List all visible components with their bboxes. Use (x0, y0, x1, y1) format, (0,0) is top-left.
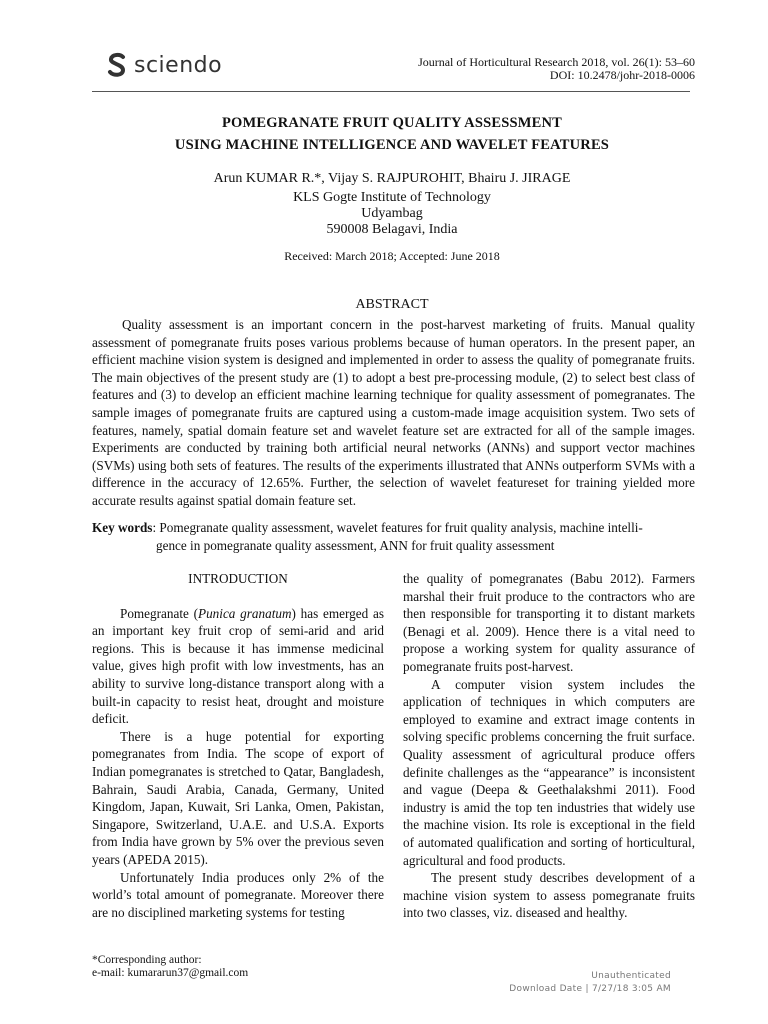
keywords-line-2: gence in pomegranate quality assessment, ANN for fruit quality assessment (156, 538, 555, 553)
intro-paragraph-5: A computer vision system includes the application of techniques in which computers are employed to examine and extract image contents in solving specific problems concerning the fruit surface. Quality assessment of agricultural produce offers definite challenges as the “appearance” is inconsistent and vague (Deepa & Geethalakshmi 2011). Food industry is amid the top ten industries that widely use the machine vision. Its role is exceptional in the field of automated qualification and sorting of horticultural, agricultural and food products. (403, 676, 695, 868)
affiliation-locality: Udyambag (361, 206, 423, 221)
abstract-heading: ABSTRACT (355, 297, 429, 312)
abstract-text: Quality assessment is an important concern in the post-harvest marketing of fruits. Manual quality assessment of pomegranate fruits poses various problems because of human operators. In the present paper, an efficient machine vision system is designed and implemented in order to assess the quality of pomegranate fruits. The main objectives of the present study are (1) to adopt a best pre-processing module, (2) to select best class of features and (3) to develop an efficient machine learning technique for quality assessment of pomegranates. The sample images of pomegranate fruits are captured using a custom-made image acquisition system. Two sets of features, namely, spatial domain feature set and wavelet feature set are extracted for all of the sample images. Experiments are conducted by training both artificial neural networks (ANNs) and support vector machines (SVMs) using both sets of features. The results of the experiments illustrated that ANNs outperform SVMs with a difference in the accuracy of 12.65%. Further, the selection of wavelet featureset for training yielded more accurate results against spatial domain feature set. (92, 317, 695, 508)
corresponding-author-footnote (92, 954, 248, 980)
received-dates: Received: March 2018; Accepted: June 2018 (284, 249, 500, 263)
affiliation-city: 590008 Belagavi, India (326, 222, 458, 237)
auth-status: Unauthenticated (591, 971, 671, 981)
affiliation-institute: KLS Gogte Institute of Technology (293, 190, 491, 205)
publisher-logo (106, 52, 222, 78)
author-email: e-mail: kumararun37@gmail.com (92, 967, 249, 979)
species-name: Punica granatum (198, 605, 292, 621)
header-rule (92, 91, 690, 92)
keywords (92, 519, 695, 555)
intro-paragraph-3: Unfortunately India produces only 2% of the world’s total amount of pomegranate. Moreover there are no disciplined marketing systems for testing (92, 869, 384, 920)
paper-title (92, 112, 692, 156)
journal-citation: Journal of Horticultural Research 2018, vol. 26(1): 53–60 (418, 55, 695, 69)
intro-paragraph-4: the quality of pomegranates (Babu 2012). Farmers marshal their fruit produce to the contractors who are then responsible for transporting it to distant markets (Benagi et al. 2009). Hence there is a vital need to propose a working system for quality assurance of pomegranate fruits post-harvest. (403, 571, 695, 674)
author-block (92, 171, 692, 238)
author-names: Arun KUMAR R.*, Vijay S. RAJPUROHIT, Bhairu J. JIRAGE (213, 171, 571, 186)
left-column (92, 570, 384, 921)
title-line-1: POMEGRANATE FRUIT QUALITY ASSESSMENT (221, 115, 563, 131)
intro-paragraph-6: The present study describes development of a machine vision system to assess pomegranate fruits into two classes, viz. diseased and healthy. (403, 870, 695, 921)
publisher-name: sciendo (134, 52, 223, 78)
journal-info (418, 56, 695, 82)
title-line-2: USING MACHINE INTELLIGENCE AND WAVELET FEATURES (174, 137, 610, 153)
doi: DOI: 10.2478/johr-2018-0006 (549, 68, 695, 82)
download-stamp (509, 970, 671, 996)
section-heading-introduction: INTRODUCTION (188, 571, 288, 586)
keywords-line-1: : Pomegranate quality assessment, wavelet features for fruit quality analysis, machine intelli- (152, 520, 643, 535)
right-column (403, 570, 695, 922)
footnote-label: *Corresponding author: (92, 954, 202, 966)
keywords-label: Key words (92, 520, 153, 535)
intro-paragraph-2: There is a huge potential for exporting pomegranates from India. The scope of export of Indian pomegranates is stretched to Qatar, Bangladesh, Bahrain, Saudi Arabia, Canada, Germany, United Kingdom, Japan, Kuwait, Sri Lanka, Omen, Pakistan, Singapore, Switzerland, U.A.E. and U.S.A. Exports from India have grown by 5% over the previous seven years (APEDA 2015). (92, 728, 384, 867)
intro-paragraph-1: Pomegranate (Punica granatum) has emerged as an important key fruit crop of semi-arid and arid regions. This is because it has immense medicinal value, gives high profit with low investments, has an ability to survive long-distance transport along with a built-in capacity to resist heat, drought and moisture deficit. (92, 605, 384, 727)
download-date: Download Date | 7/27/18 3:05 AM (509, 984, 671, 994)
sciendo-logo-icon (106, 52, 128, 78)
